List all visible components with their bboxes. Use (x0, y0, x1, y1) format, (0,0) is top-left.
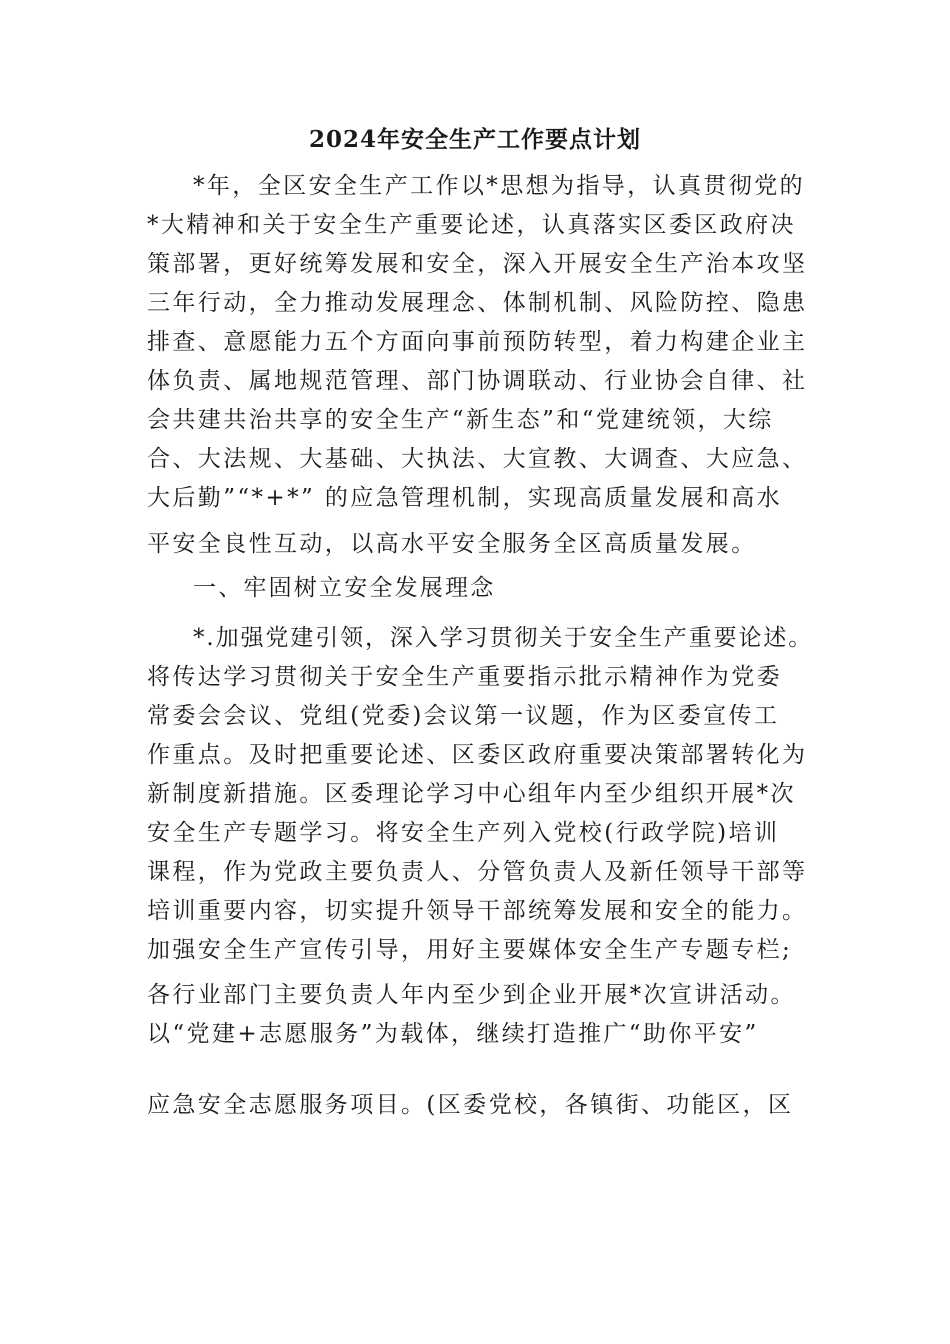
intro-line-8: 合、大法规、大基础、大执法、大宣教、大调查、大应急、 (147, 446, 808, 472)
intro-line-6: 体负责、属地规范管理、部门协调联动、行业协会自律、社 (147, 368, 808, 394)
item-1-line-1: *.加强党建引领，深入学习贯彻关于安全生产重要论述。 (193, 625, 814, 651)
intro-line-10: 平安全良性互动，以高水平安全服务全区高质量发展。 (147, 531, 757, 557)
item-1-line-11: 以“党建+志愿服务”为载体，继续打造推广“助你平安” (147, 1021, 759, 1047)
intro-line-2: *大精神和关于安全生产重要论述，认真落实区委区政府决 (147, 212, 796, 238)
item-1-line-7: 课程，作为党政主要负责人、分管负责人及新任领导干部等 (147, 859, 808, 885)
item-1-line-10: 各行业部门主要负责人年内至少到企业开展*次宣讲活动。 (147, 982, 796, 1008)
section-1-heading: 一、牢固树立安全发展理念 (193, 575, 496, 601)
item-1-line-5: 新制度新措施。区委理论学习中心组年内至少组织开展*次 (147, 781, 796, 807)
item-1-line-2: 将传达学习贯彻关于安全生产重要指示批示精神作为党委 (147, 664, 782, 690)
item-1-line-6: 安全生产专题学习。将安全生产列入党校(行政学院)培训 (147, 820, 780, 846)
item-1-line-4: 作重点。及时把重要论述、区委区政府重要决策部署转化为 (147, 742, 808, 768)
document-title: 2024年安全生产工作要点计划 (308, 126, 641, 153)
intro-line-9: 大后勤”“*+*” 的应急管理机制，实现高质量发展和高水 (147, 485, 783, 511)
intro-line-5: 排查、意愿能力五个方面向事前预防转型，着力构建企业主 (147, 329, 808, 355)
intro-line-4: 三年行动，全力推动发展理念、体制机制、风险防控、隐患 (147, 290, 808, 316)
item-1-line-9: 加强安全生产宣传引导，用好主要媒体安全生产专题专栏; (147, 937, 793, 963)
intro-line-3: 策部署，更好统筹发展和安全，深入开展安全生产治本攻坚 (147, 251, 808, 277)
intro-line-1: *年，全区安全生产工作以*思想为指导，认真贯彻党的 (193, 173, 805, 199)
item-1-line-8: 培训重要内容，切实提升领导干部统筹发展和安全的能力。 (147, 898, 808, 924)
item-1-line-3: 常委会会议、党组(党委)会议第一议题，作为区委宣传工 (147, 703, 780, 729)
item-1-line-12: 应急安全志愿服务项目。(区委党校，各镇街、功能区，区 (147, 1092, 794, 1118)
intro-line-7: 会共建共治共享的安全生产“新生态”和“党建统领，大综 (147, 407, 774, 433)
